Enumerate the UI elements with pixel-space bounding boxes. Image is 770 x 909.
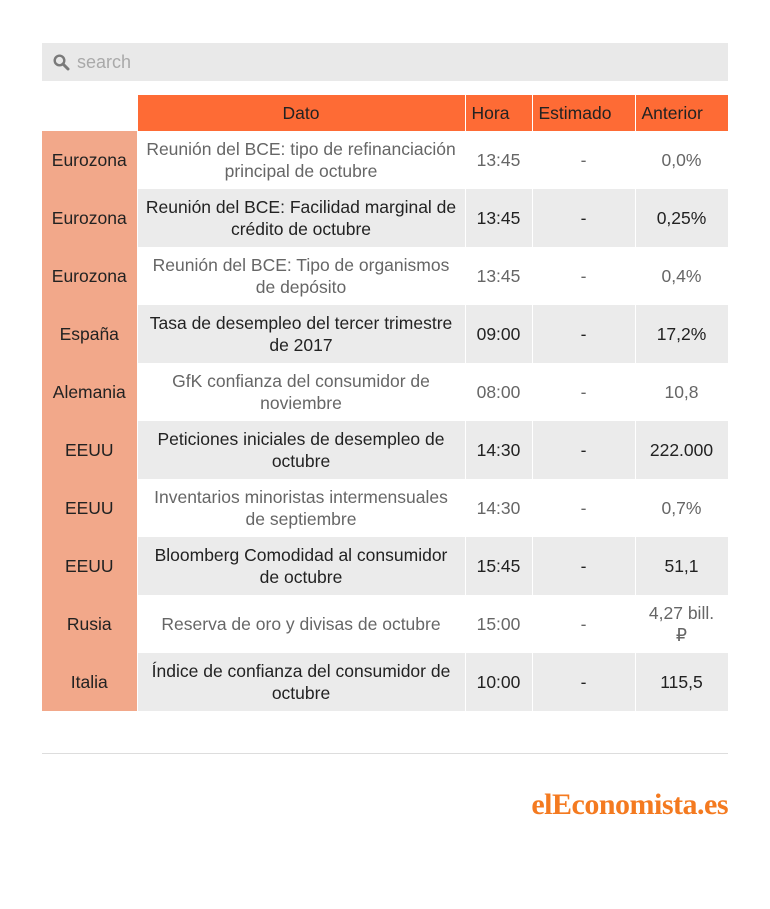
- header-hora[interactable]: Hora: [465, 95, 532, 131]
- dato-cell: Índice de confianza del consumidor de octubre: [137, 653, 465, 711]
- hora-cell: 13:45: [465, 247, 532, 305]
- dato-cell: Reunión del BCE: Tipo de organismos de depósito: [137, 247, 465, 305]
- table-row: [42, 479, 728, 537]
- hora-cell: 13:45: [465, 131, 532, 189]
- anterior-cell: 0,4%: [635, 247, 728, 305]
- table-row: [42, 305, 728, 363]
- anterior-cell: 222.000: [635, 421, 728, 479]
- anterior-cell: 0,7%: [635, 479, 728, 537]
- estimado-cell: -: [532, 653, 635, 711]
- hora-cell: 13:45: [465, 189, 532, 247]
- anterior-cell: 0,0%: [635, 131, 728, 189]
- estimado-cell: -: [532, 131, 635, 189]
- hora-cell: 10:00: [465, 653, 532, 711]
- search-input[interactable]: [77, 43, 717, 81]
- search-icon: [53, 54, 70, 71]
- header-country: [42, 95, 137, 131]
- anterior-cell: 10,8: [635, 363, 728, 421]
- country-cell: España: [42, 305, 137, 363]
- anterior-cell: 0,25%: [635, 189, 728, 247]
- anterior-cell: 115,5: [635, 653, 728, 711]
- anterior-cell: 51,1: [635, 537, 728, 595]
- dato-cell: Reserva de oro y divisas de octubre: [137, 595, 465, 653]
- dato-cell: Inventarios minoristas intermensuales de septiembre: [137, 479, 465, 537]
- country-cell: EEUU: [42, 479, 137, 537]
- estimado-cell: -: [532, 247, 635, 305]
- divider: [42, 753, 728, 754]
- eleconomista-logo[interactable]: elEconomista.es: [531, 788, 728, 821]
- estimado-cell: -: [532, 305, 635, 363]
- table-row: [42, 131, 728, 189]
- country-cell: Eurozona: [42, 189, 137, 247]
- country-cell: Alemania: [42, 363, 137, 421]
- economic-calendar-table: [42, 95, 729, 711]
- estimado-cell: -: [532, 595, 635, 653]
- estimado-cell: -: [532, 421, 635, 479]
- table-row: [42, 363, 728, 421]
- table-header-row: [42, 95, 728, 131]
- table-row: [42, 189, 728, 247]
- anterior-cell: 17,2%: [635, 305, 728, 363]
- table-row: [42, 247, 728, 305]
- table-row: [42, 595, 728, 653]
- estimado-cell: -: [532, 479, 635, 537]
- hora-cell: 14:30: [465, 421, 532, 479]
- hora-cell: 09:00: [465, 305, 532, 363]
- header-anterior[interactable]: Anterior: [635, 95, 728, 131]
- country-cell: Italia: [42, 653, 137, 711]
- dato-cell: GfK confianza del consumidor de noviembre: [137, 363, 465, 421]
- anterior-cell: 4,27 bill. ₽: [635, 595, 728, 653]
- estimado-cell: -: [532, 537, 635, 595]
- dato-cell: Reunión del BCE: Facilidad marginal de crédito de octubre: [137, 189, 465, 247]
- country-cell: Rusia: [42, 595, 137, 653]
- hora-cell: 08:00: [465, 363, 532, 421]
- table-row: [42, 421, 728, 479]
- hora-cell: 14:30: [465, 479, 532, 537]
- dato-cell: Bloomberg Comodidad al consumidor de octubre: [137, 537, 465, 595]
- hora-cell: 15:00: [465, 595, 532, 653]
- dato-cell: Peticiones iniciales de desempleo de octubre: [137, 421, 465, 479]
- country-cell: EEUU: [42, 421, 137, 479]
- country-cell: Eurozona: [42, 247, 137, 305]
- estimado-cell: -: [532, 189, 635, 247]
- country-cell: EEUU: [42, 537, 137, 595]
- dato-cell: Reunión del BCE: tipo de refinanciación principal de octubre: [137, 131, 465, 189]
- table-row: [42, 537, 728, 595]
- header-dato[interactable]: Dato: [137, 95, 465, 131]
- header-estimado[interactable]: Estimado: [532, 95, 635, 131]
- table-row: [42, 653, 728, 711]
- hora-cell: 15:45: [465, 537, 532, 595]
- estimado-cell: -: [532, 363, 635, 421]
- search-bar[interactable]: [42, 43, 728, 81]
- dato-cell: Tasa de desempleo del tercer trimestre de 2017: [137, 305, 465, 363]
- country-cell: Eurozona: [42, 131, 137, 189]
